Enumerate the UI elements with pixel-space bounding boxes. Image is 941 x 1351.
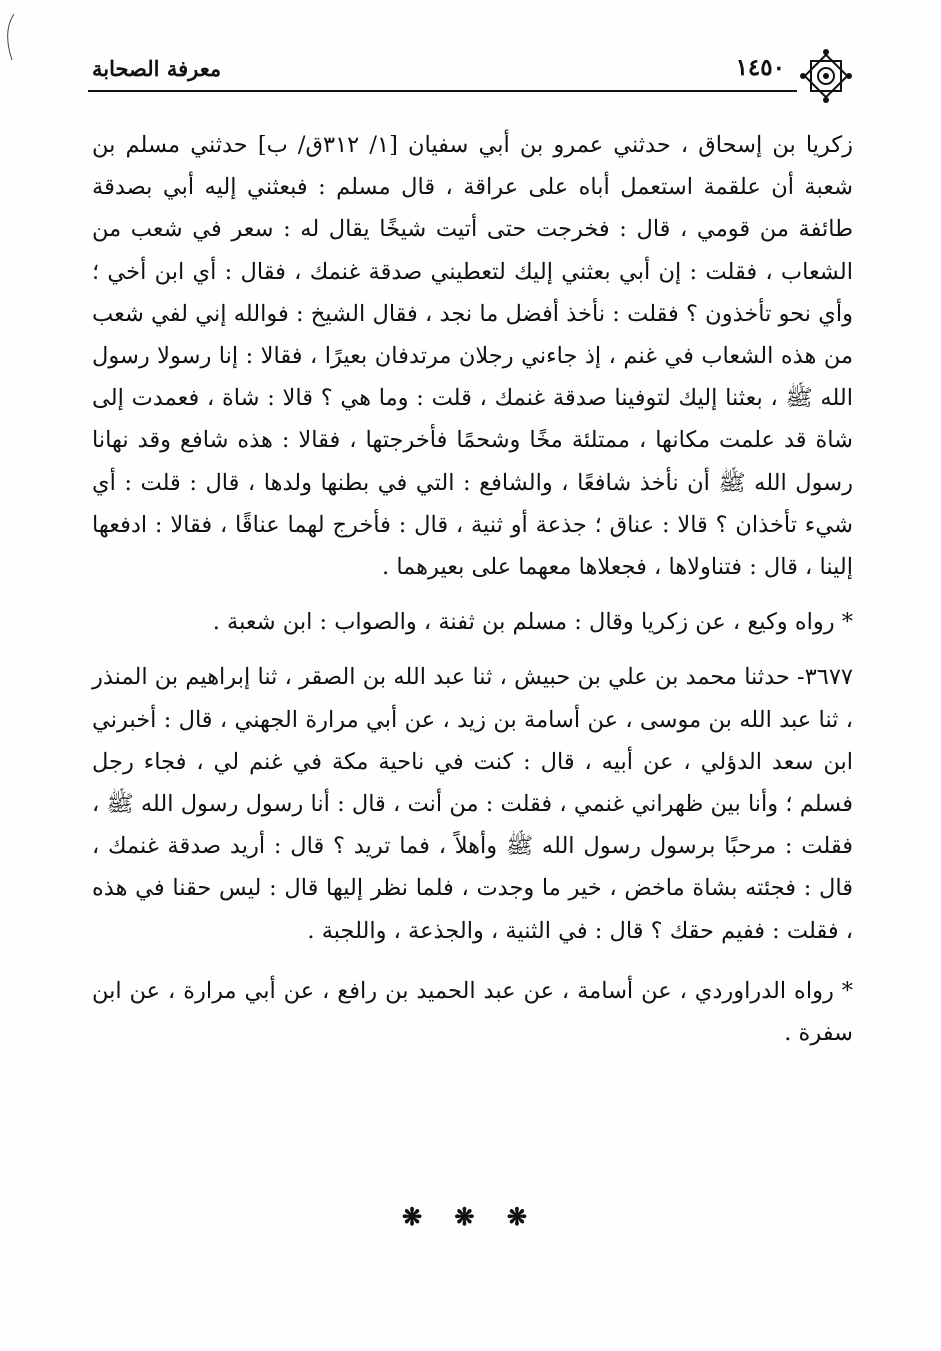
paragraph-note-waki: * رواه وكيع ، عن زكريا وقال : مسلم بن ثفنة ، والصواب : ابن شعبة . [212,609,853,636]
page-number: ١٤٥٠ [735,54,785,81]
header-rule [88,90,797,92]
text-body [92,124,853,1054]
paragraph-hadith-continuation: زكريا بن إسحاق ، حدثني عمرو بن أبي سفيان [١/ ٣١٢ق/ ب] حدثني مسلم بن شعبة أن علقمة استعمل أباه على عراقة ، قال مسلم : فبعثني إليه أبي بصدقة طائفة من قومي ، قال : فخرجت حتى أتيت شيخًا يقال له : سعر في شعب من الشعاب ، فقلت : إن أبي بعثني إليك لتعطيني صدقة غنمك ، فقال : أي ابن أخي ؛ وأي نحو تأخذون ؟ فقلت : نأخذ أفضل ما نجد ، فقال الشيخ : فوالله إني لفي شعب من هذه الشعاب في غنم ، إذ جاءني رجلان مرتدفان بعيرًا ، فقالا : إنا رسولا رسول الله ﷺ ، بعثنا إليك لتوفينا صدقة غنمك ، قلت : وما هي ؟ قالا : شاة ، فعمدت إلى شاة قد علمت مكانها ، ممتلئة مخًا وشحمًا فأخرجتها ، فقالا : هذه شافع وقد نهانا رسول الله ﷺ أن نأخذ شافعًا ، والشافع : التي في بطنها ولدها ، قال : قلت : أي شيء تأخذان ؟ قالا : عناق ؛ جذعة أو ثنية ، قال : فأخرج لهما عناقًا ، فقالا : ادفعها إلينا ، قال : فتناولاها ، فجعلاها معهما على بعيرهما . [92,132,853,581]
ornament-icon [799,46,853,106]
page-header [88,40,855,112]
running-title: معرفة الصحابة [92,56,222,81]
page-edge-mark [4,12,18,62]
paragraph-hadith-3677: ٣٦٧٧- حدثنا محمد بن علي بن حبيش ، ثنا عبد الله بن الصقر ، ثنا إبراهيم بن المنذر ، ثنا عبد الله بن موسى ، عن أسامة بن زيد ، عن أبي مرارة الجهني ، قال : أخبرني ابن سعد الدؤلي ، عن أبيه ، قال : كنت في ناحية مكة في غنم لي ، فجاء رجل فسلم ؛ وأنا بين ظهراني غنمي ، فقلت : من أنت ، قال : أنا رسول رسول الله ﷺ ، فقلت : مرحبًا برسول رسول الله ﷺ وأهلاً ، فما تريد ؟ قال : أريد صدقة غنمك ، قال : فجئته بشاة ماخض ، خير ما وجدت ، فلما نظر إليها قال : ليس حقنا في هذه ، فقلت : ففيم حقك ؟ قال : في الثنية ، والجذعة ، واللجبة . [92,664,853,944]
paragraph-note-darawardi: * رواه الدراوردي ، عن أسامة ، عن عبد الحميد بن رافع ، عن أبي مرارة ، عن ابن سفرة . [92,977,853,1047]
section-separator: ❋ ❋ ❋ [401,1202,540,1231]
